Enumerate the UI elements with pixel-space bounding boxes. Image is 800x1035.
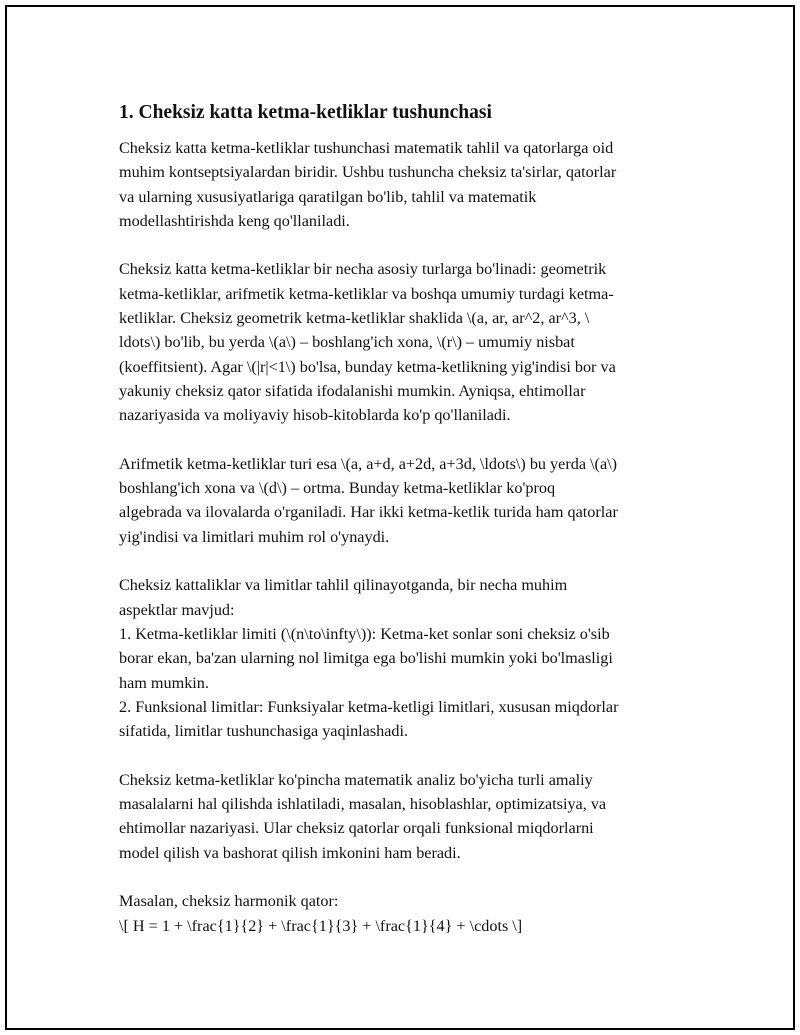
paragraph-arithmetic: Arifmetik ketma-ketliklar turi esa \(a, a+d, a+2d, a+3d, \ldots\) bu yerda \(a\) boshlang'ich xona va \(d\) – ortma. Bunday ketma-ketliklar ko'proq algebrada va ilovalarda o'rganiladi. Har ikki ketma-ketlik turida ham qatorlar yig'indisi va limitlari muhim rol o'ynaydi. — [119, 454, 618, 546]
paragraph-limits: Cheksiz kattaliklar va limitlar tahlil qilinayotganda, bir necha muhim aspektlar mavjud: 1. Ketma-ketliklar limiti (\(n\to\infty\)): Ketma-ket sonlar soni cheksiz o'sib borar ekan, ba'zan ularning nol limitga ega bo'lishi mumkin yoki bo'lmasligi ham mumkin. 2. Funksional limitlar: Funksiyalar ketma-ketligi limitlari, xususan miqdorlar sifatida, limitlar tushunchasiga yaqinlashadi. — [119, 576, 619, 741]
page-frame — [5, 5, 795, 1030]
paragraph-harmonic-example: Masalan, cheksiz harmonik qator: \[ H = 1 + \frac{1}{2} + \frac{1}{3} + \frac{1}{4} + \cdots \] — [119, 892, 523, 935]
section-heading: 1. Cheksiz katta ketma-ketliklar tushunchasi — [119, 102, 492, 123]
document-body — [119, 99, 699, 938]
paragraph-geometric: Cheksiz katta ketma-ketliklar bir necha asosiy turlarga bo'linadi: geometrik ketma-ketliklar, arifmetik ketma-ketliklar va boshqa umumiy turdagi ketma- ketliklar. Cheksiz geometrik ketma-ketliklar shaklida \(a, ar, ar^2, ar^3, \ ldots\) bo'lib, bu yerda \(a\) – boshlang'ich xona, \(r\) – umumiy nisbat (koeffitsient). Agar \(|r|<1\) bo'lsa, bunday ketma-ketlikning yig'indisi bor va yakuniy cheksiz qator sifatida ifodalanishi mumkin. Ayniqsa, ehtimollar nazariyasida va moliyaviy hisob-kitoblarda ko'p qo'llaniladi. — [119, 260, 616, 425]
paragraph-applications: Cheksiz ketma-ketliklar ko'pincha matematik analiz bo'yicha turli amaliy masalalarni hal qilishda ishlatiladi, masalan, hisoblashlar, optimizatsiya, va ehtimollar nazariyasi. Ular cheksiz qatorlar orqali funksional miqdorlarni model qilish va bashorat qilish imkonini ham beradi. — [119, 770, 607, 862]
paragraph-intro: Cheksiz katta ketma-ketliklar tushunchasi matematik tahlil va qatorlarga oid muhim kontseptsiyalardan biridir. Ushbu tushuncha cheksiz ta'sirlar, qatorlar va ularning xususiyatlariga qaratilgan bo'lib, tahlil va matematik modellashtirishda keng qo'llaniladi. — [119, 139, 617, 230]
